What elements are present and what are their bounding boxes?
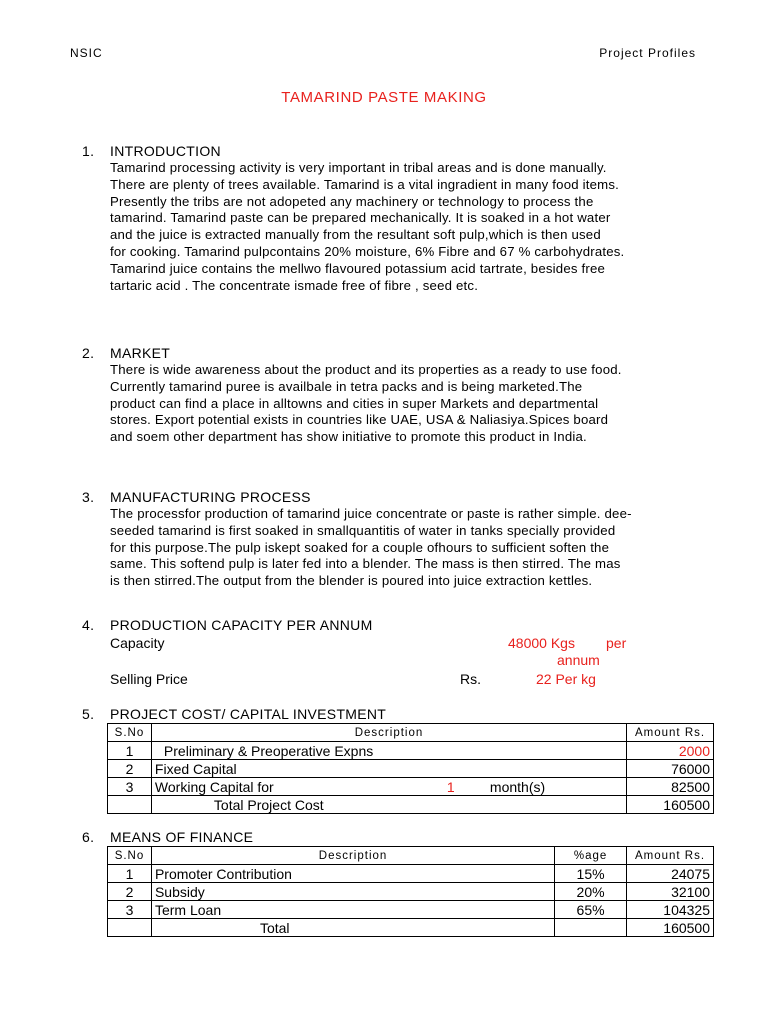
text-line: and soem other department has show initiative to promote this product in India. [110,429,587,445]
text-line: for cooking. Tamarind pulpcontains 20% moisture, 6% Fibre and 67 % carbohydrates. [110,243,625,259]
row-amount: 32100 [627,883,714,901]
row-description: Working Capital for [154,778,274,795]
text-line: seeded tamarind is first soaked in smallquantitis of water in tanks specially provided [110,522,616,538]
section-title: MANUFACTURING PROCESS [110,489,311,505]
header-left: NSIC [70,46,103,60]
row-sno: 3 [108,901,152,919]
text-line: Currently tamarind puree is availbale in tetra packs and is being marketed.The [110,378,583,394]
total-label: Total Project Cost [151,796,626,814]
text-line: Presently the tribs are not adopeted any machinery or technology to process the [110,193,594,209]
table-header-row [108,724,714,742]
row-sno: 2 [108,883,152,901]
total-amount: 160500 [627,919,714,937]
table-row [108,742,714,760]
text-line: tamarind. Tamarind paste can be prepared mechanically. It is soaked in a hot water [110,210,611,226]
row-amount: 82500 [627,778,714,796]
selling-price-currency: Rs. [460,671,481,687]
total-amount: 160500 [627,796,714,814]
row-amount: 2000 [627,742,714,760]
section-number: 1. [82,143,95,159]
section-introduction [82,143,714,294]
section-number: 4. [82,617,95,633]
section-manufacturing-process [82,489,714,590]
row-description-cell [151,778,626,796]
empty-cell [108,919,152,937]
means-of-finance-table [107,846,714,937]
introduction-paragraph [110,160,714,294]
text-line: product can find a place in alltowns and cities in super Markets and departmental [110,395,599,411]
section-heading [82,617,714,634]
col-sno-header: S.No [108,847,152,865]
row-percentage: 65% [555,901,627,919]
section-number: 6. [82,829,95,845]
market-paragraph [110,362,714,446]
col-description-header: Description [151,724,626,742]
page-title: TAMARIND PASTE MAKING [281,89,487,106]
text-line: is then stirred.The output from the blender is poured into juice extraction kettles. [110,573,593,589]
table-row [108,901,714,919]
selling-price-value: 22 Per kg [536,671,596,687]
section-means-of-finance [82,829,714,846]
text-line: and the juice is extracted manually from the resultant soft pulp,which is then used [110,227,601,243]
section-heading [82,706,714,723]
text-line: Tamarind processing activity is very important in tribal areas and is done manually. [110,160,607,175]
empty-cell [555,919,627,937]
table-header-row [108,847,714,865]
row-description: Term Loan [151,901,554,919]
text-line: stores. Export potential exists in countries like UAE, USA & Naliasiya.Spices board [110,412,609,428]
section-number: 5. [82,706,95,722]
row-percentage: 15% [555,865,627,883]
row-description: Promoter Contribution [151,865,554,883]
col-percentage-header: %age [555,847,627,865]
section-title: MARKET [110,345,171,361]
row-percentage: 20% [555,883,627,901]
col-amount-header: Amount Rs. [627,724,714,742]
capacity-unit: annum [557,652,600,668]
section-title: PRODUCTION CAPACITY PER ANNUM [110,617,373,633]
col-description-header: Description [151,847,554,865]
text-line: There are plenty of trees available. Tamarind is a vital ingradient in many food items. [110,176,620,192]
table-total-row [108,919,714,937]
text-line: tartaric acid . The concentrate ismade free of fibre , seed etc. [110,277,479,293]
working-capital-months-label: month(s) [489,778,546,795]
text-line: Tamarind juice contains the mellwo flavoured potassium acid tartrate, besides free [110,260,606,276]
section-number: 2. [82,345,95,361]
row-sno: 1 [108,742,152,760]
row-sno: 3 [108,778,152,796]
empty-cell [108,796,152,814]
total-label: Total [151,919,554,937]
table-total-row [108,796,714,814]
row-amount: 76000 [627,760,714,778]
section-production-capacity [82,617,714,634]
text-line: There is wide awareness about the product and its properties as a ready to use food. [110,362,622,377]
section-title: PROJECT COST/ CAPITAL INVESTMENT [110,706,387,722]
capacity-per: per [606,635,627,651]
table-row [108,883,714,901]
table-row [108,778,714,796]
working-capital-months: 1 [446,778,455,795]
section-heading [82,829,714,846]
section-title: INTRODUCTION [110,143,221,159]
section-number: 3. [82,489,95,505]
capacity-value: 48000 Kgs [508,635,575,651]
row-description: Fixed Capital [151,760,626,778]
project-cost-table [107,723,714,814]
header-right: Project Profiles [599,46,696,60]
col-amount-header: Amount Rs. [627,847,714,865]
capacity-label: Capacity [110,635,165,651]
row-amount: 104325 [627,901,714,919]
section-heading [82,489,714,506]
row-amount: 24075 [627,865,714,883]
row-sno: 2 [108,760,152,778]
row-description: Subsidy [151,883,554,901]
text-line: same. This softend pulp is later fed into a blender. The mass is then stirred. The mas [110,556,621,572]
process-paragraph [110,506,714,590]
section-heading [82,345,714,362]
section-project-cost [82,706,714,723]
text-line: for this purpose.The pulp iskept soaked for a couple ofhours to sufficient soften the [110,539,610,555]
selling-price-label: Selling Price [110,671,188,687]
section-title: MEANS OF FINANCE [110,829,254,845]
col-sno-header: S.No [108,724,152,742]
row-sno: 1 [108,865,152,883]
table-row [108,865,714,883]
row-description: Preliminary & Preoperative Expns [151,742,626,760]
section-heading [82,143,714,160]
table-row [108,760,714,778]
text-line: The processfor production of tamarind juice concentrate or paste is rather simple. dee- [110,506,632,521]
section-market [82,345,714,446]
